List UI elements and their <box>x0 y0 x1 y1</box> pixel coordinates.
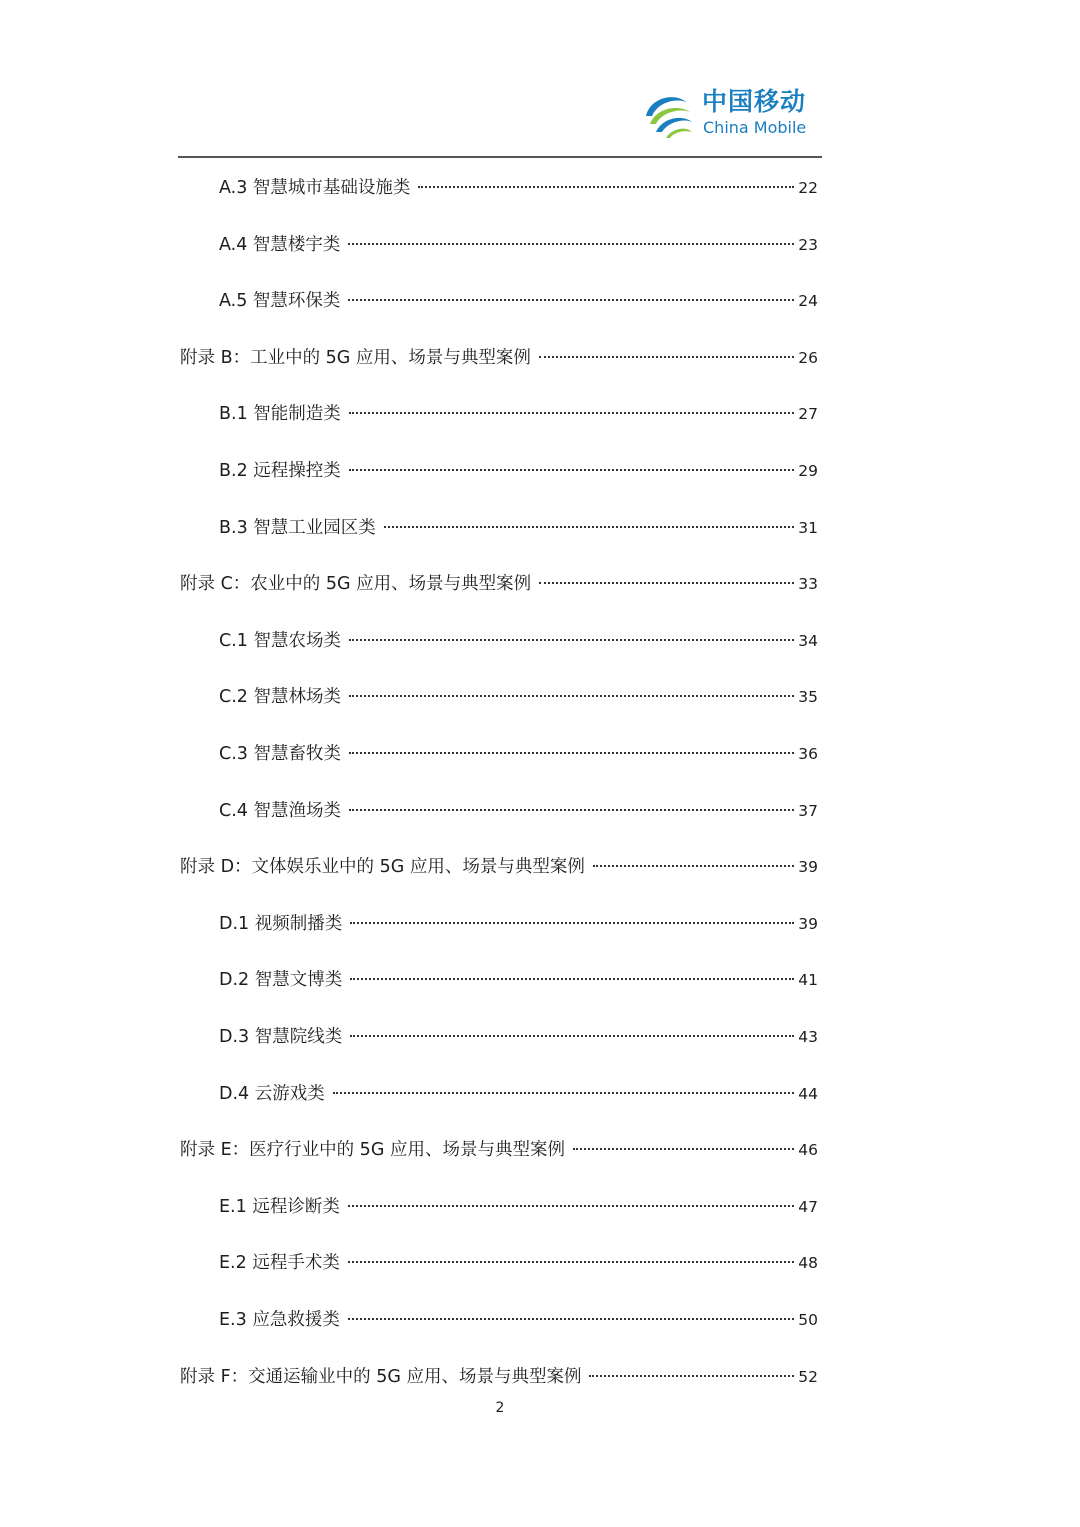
toc-entry-page: 27 <box>798 405 818 424</box>
toc-entry-title: D.1 视频制播类 <box>219 913 343 934</box>
toc-section-entry[interactable] <box>219 399 818 429</box>
toc-entry-title: C.3 智慧畜牧类 <box>219 744 341 764</box>
toc-appendix-entry[interactable] <box>180 852 818 882</box>
toc-entry-title: C.4 智慧渔场类 <box>219 800 341 821</box>
toc-entry-title: 附录 B：工业中的 5G 应用、场景与典型案例 <box>180 347 531 368</box>
toc-section-entry[interactable] <box>219 456 818 486</box>
toc-dot-leader <box>573 1148 794 1150</box>
toc-section-entry[interactable] <box>219 286 818 316</box>
toc-appendix-entry[interactable] <box>180 343 818 373</box>
toc-dot-leader <box>418 186 794 188</box>
toc-section-entry[interactable] <box>219 965 818 995</box>
toc-entry-title: E.2 远程手术类 <box>219 1253 340 1274</box>
toc-dot-leader <box>349 809 794 811</box>
toc-entry-page: 26 <box>798 348 818 367</box>
toc-dot-leader <box>348 1318 794 1320</box>
toc-entry-title: D.2 智慧文博类 <box>219 970 343 991</box>
toc-section-entry[interactable] <box>219 682 818 712</box>
toc-dot-leader <box>349 412 794 414</box>
toc-entry-page: 44 <box>798 1084 818 1103</box>
toc-entry-title: B.1 智能制造类 <box>219 404 341 425</box>
toc-entry-page: 37 <box>798 801 818 820</box>
toc-entry-page: 50 <box>798 1311 818 1329</box>
toc-entry-title: A.3 智慧城市基础设施类 <box>219 178 411 198</box>
toc-section-entry[interactable] <box>219 1079 818 1109</box>
toc-entry-title: E.1 远程诊断类 <box>219 1196 340 1217</box>
toc-entry-title: D.3 智慧院线类 <box>219 1027 343 1047</box>
toc-entry-title: A.4 智慧楼宇类 <box>219 234 341 255</box>
logo-text-cn: 中国移动 <box>702 87 807 116</box>
toc-entry-page: 33 <box>798 575 818 594</box>
toc-dot-leader <box>348 1205 794 1207</box>
toc-entry-title: C.1 智慧农场类 <box>219 630 341 651</box>
toc-section-entry[interactable] <box>219 739 818 769</box>
toc-dot-leader <box>349 469 794 471</box>
toc-entry-title: D.4 云游戏类 <box>219 1083 325 1104</box>
toc-dot-leader <box>348 299 794 301</box>
toc-entry-page: 24 <box>798 292 818 311</box>
toc-dot-leader <box>350 1035 794 1037</box>
toc-appendix-entry[interactable] <box>180 569 818 599</box>
toc-entry-title: B.3 智慧工业园区类 <box>219 517 376 538</box>
toc-entry-title: B.2 远程操控类 <box>219 461 341 481</box>
toc-section-entry[interactable] <box>219 173 818 203</box>
toc-dot-leader <box>350 922 794 924</box>
toc-entry-title: E.3 应急救援类 <box>219 1310 340 1330</box>
toc-dot-leader <box>539 356 794 358</box>
toc-dot-leader <box>333 1092 794 1094</box>
toc-dot-leader <box>589 1375 794 1377</box>
toc-section-entry[interactable] <box>219 1022 818 1052</box>
toc-section-entry[interactable] <box>219 1248 818 1278</box>
toc-entry-title: 附录 E：医疗行业中的 5G 应用、场景与典型案例 <box>180 1140 565 1161</box>
toc-entry-title: 附录 F：交通运输业中的 5G 应用、场景与典型案例 <box>180 1366 582 1387</box>
toc-entry-page: 31 <box>798 518 818 537</box>
toc-entry-page: 23 <box>798 235 818 254</box>
toc-section-entry[interactable] <box>219 513 818 543</box>
toc-dot-leader <box>348 243 794 245</box>
logo-text-en: China Mobile <box>703 118 807 137</box>
toc-section-entry[interactable] <box>219 626 818 656</box>
toc-section-entry[interactable] <box>219 909 818 939</box>
toc-section-entry[interactable] <box>219 796 818 826</box>
toc-section-entry[interactable] <box>219 1305 818 1335</box>
toc-appendix-entry[interactable] <box>180 1135 818 1165</box>
toc-dot-leader <box>539 582 794 584</box>
toc-section-entry[interactable] <box>219 230 818 260</box>
toc-entry-page: 39 <box>798 858 818 877</box>
toc-entry-page: 52 <box>798 1367 818 1386</box>
toc-entry-title: C.2 智慧林场类 <box>219 687 341 708</box>
toc-entry-page: 41 <box>798 971 818 990</box>
toc-dot-leader <box>349 752 794 754</box>
toc-entry-page: 48 <box>798 1254 818 1273</box>
toc-dot-leader <box>349 639 794 641</box>
page-number: 2 <box>495 1400 505 1416</box>
toc-entry-page: 34 <box>798 631 818 650</box>
toc-entry-title: A.5 智慧环保类 <box>219 291 341 312</box>
toc-dot-leader <box>349 695 794 697</box>
toc-entry-title: 附录 D：文体娱乐业中的 5G 应用、场景与典型案例 <box>180 857 585 878</box>
toc-dot-leader <box>593 865 794 867</box>
toc-appendix-entry[interactable] <box>180 1362 818 1392</box>
toc-entry-page: 35 <box>798 688 818 707</box>
toc-entry-page: 43 <box>798 1028 818 1046</box>
toc-dot-leader <box>348 1261 794 1263</box>
toc-entry-page: 46 <box>798 1141 818 1160</box>
toc-entry-page: 36 <box>798 745 818 763</box>
toc-entry-page: 29 <box>798 462 818 480</box>
toc-entry-title: 附录 C：农业中的 5G 应用、场景与典型案例 <box>180 574 532 595</box>
toc-dot-leader <box>350 978 794 980</box>
toc-section-entry[interactable] <box>219 1192 818 1222</box>
toc-dot-leader <box>384 526 794 528</box>
toc-entry-page: 39 <box>798 914 818 933</box>
toc-entry-page: 22 <box>798 179 818 197</box>
toc-entry-page: 47 <box>798 1197 818 1216</box>
